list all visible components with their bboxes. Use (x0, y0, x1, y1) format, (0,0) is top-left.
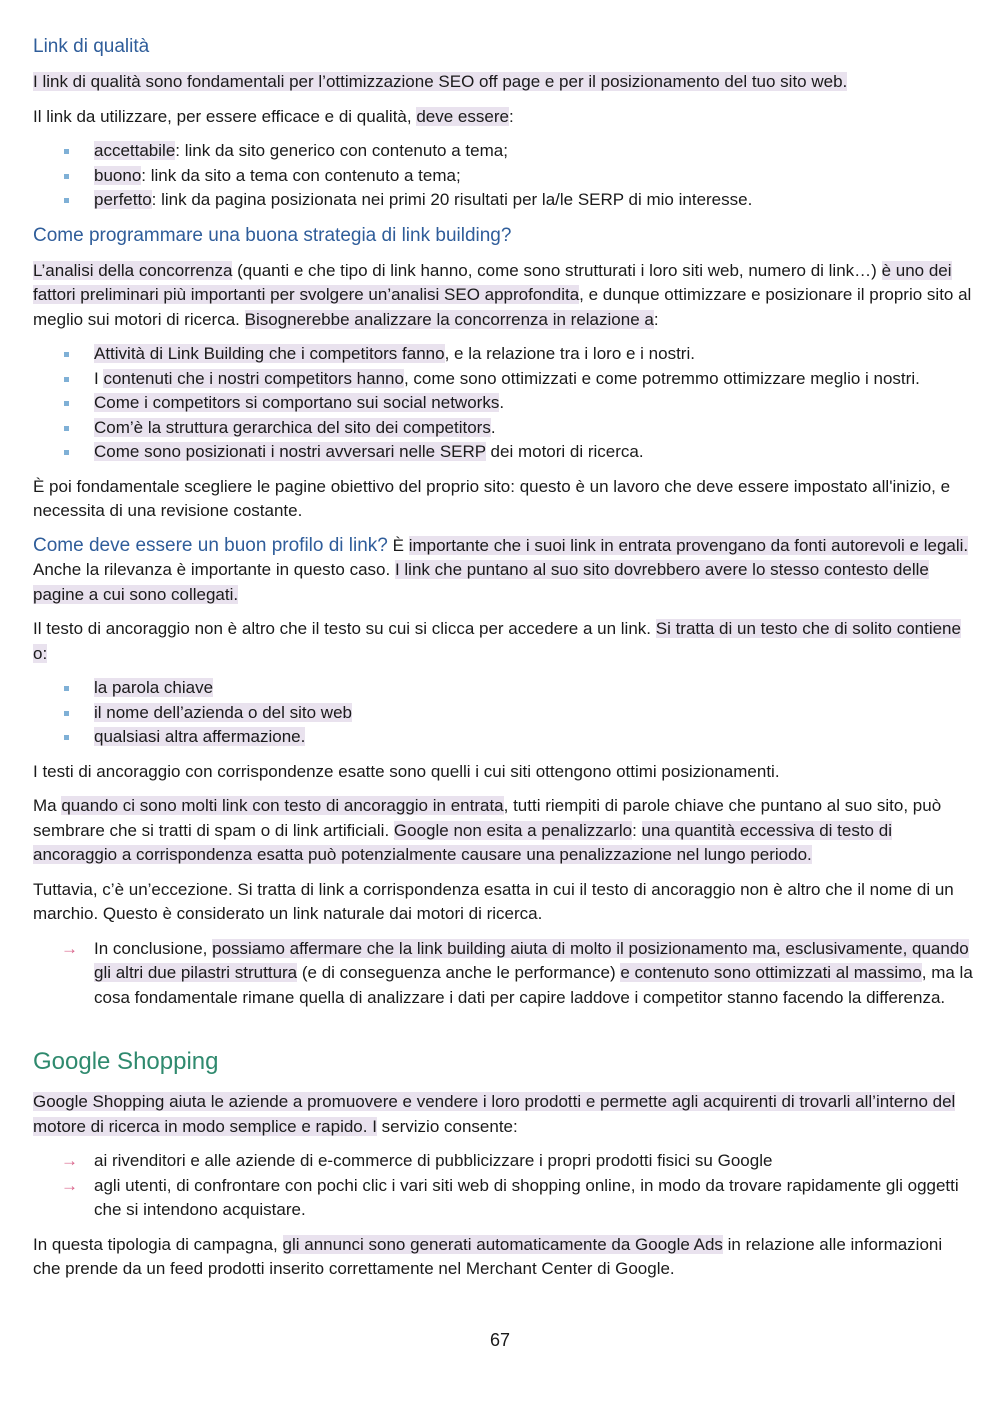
list-item (33, 391, 973, 416)
list-item (33, 188, 973, 213)
highlight: Google Shopping aiuta le aziende a promuovere e vendere i loro prodotti e permette agli acquirenti di trovarli all’interno del motore di ricerca in modo semplice e rapido. I (33, 1092, 956, 1136)
highlight: la parola chiave (94, 678, 214, 697)
list-item (33, 701, 973, 726)
text: , come sono ottimizzati e come potremmo ottimizzare meglio i nostri. (403, 368, 920, 388)
bullet-list (33, 342, 973, 465)
heading-google-shopping: Google Shopping (33, 1048, 219, 1075)
highlight: I link che puntano al suo sito dovrebbero avere lo stesso contesto delle pagine a cui sono collegati. (33, 560, 929, 604)
text: . (499, 393, 505, 412)
text: : link da sito generico con contenuto a tema; (175, 141, 508, 160)
list-item (33, 725, 973, 750)
list-item (33, 937, 973, 1011)
list-item (33, 676, 973, 701)
arrow-list (33, 1149, 973, 1223)
heading-buon-profilo-link: Come deve essere un buon profilo di link? (33, 534, 388, 556)
paragraph: I testi di ancoraggio con corrispondenze esatte sono quelli i cui siti ottengono ottimi posizionamenti. (33, 761, 780, 781)
highlight: è uno dei fattori preliminari più importanti per svolgere un’analisi SEO approfondita (33, 260, 952, 304)
text: in relazione alle informazioni che prende da un feed prodotti inserito correttamente nel Merchant Center di Google. (33, 1234, 943, 1278)
bullet-list (33, 139, 973, 213)
highlight: Google non esita a penalizzarlo (393, 820, 633, 840)
list-item (33, 1174, 973, 1223)
paragraph (33, 534, 973, 608)
paragraph (33, 259, 973, 333)
bullet-list (33, 676, 973, 750)
list-item (33, 416, 973, 441)
highlight: contenuti che i nostri competitors hanno (103, 368, 404, 388)
highlight: qualsiasi altra affermazione. (94, 727, 306, 746)
text: Il testo di ancoraggio non è altro che il testo su cui si clicca per accedere a un link. (33, 619, 656, 638)
paragraph: È poi fondamentale scegliere le pagine obiettivo del proprio sito: questo è un lavoro che deve essere impostato all'inizio, e necessita di una revisione costante. (33, 476, 951, 520)
list-item (33, 342, 973, 367)
page-content (33, 30, 973, 1292)
arrow-right-icon: → (61, 1151, 78, 1170)
highlight: I link di qualità sono fondamentali per l’ottimizzazione SEO off page e per il posizionamento del tuo sito web. (33, 72, 848, 91)
heading-strategia-link-building: Come programmare una buona strategia di link building? (33, 224, 512, 246)
list-item (33, 367, 973, 392)
highlight: e contenuto sono ottimizzati al massimo (620, 963, 922, 982)
paragraph (33, 1233, 973, 1282)
text: agli utenti, di confrontare con pochi clic i vari siti web di shopping online, in modo da trovare rapidamente gli oggetti che si intendono acquistare. (94, 1175, 959, 1219)
text: , tutti riempiti di parole chiave che puntano al suo sito, può sembrare che si tratti di spam o di link artificiali. (33, 796, 942, 840)
text: I (94, 368, 104, 388)
page-number: 67 (489, 1330, 511, 1350)
highlight: importante che i suoi link in entrata provengano da fonti autorevoli e legali. (408, 535, 969, 555)
arrow-list (33, 937, 973, 1011)
text: (e di conseguenza anche le performance) (297, 963, 621, 982)
heading-link-di-qualita: Link di qualità (33, 36, 150, 57)
highlight: perfetto (94, 190, 152, 209)
text: : (632, 820, 642, 840)
highlight: Si tratta di un testo che di solito contiene o: (33, 619, 961, 663)
text: In conclusione, (94, 938, 213, 958)
highlight: gli annunci sono generati automaticamente da Google Ads (282, 1234, 723, 1254)
paragraph (33, 70, 973, 95)
arrow-right-icon: → (61, 1175, 78, 1195)
highlight: quando ci sono molti link con testo di ancoraggio in entrata (61, 796, 504, 815)
text: (quanti e che tipo di link hanno, come sono strutturati i loro siti web, numero di link…) (232, 260, 882, 280)
highlight: possiamo affermare che la link building aiuta di molto il posizionamento ma, esclusivamente, quando gli altri due pilastri struttura (94, 938, 969, 982)
text: , ma la cosa fondamentale rimane quella di analizzare i dati per capire laddove i competitor stanno facendo la differenza. (94, 963, 973, 1007)
highlight: una quantità eccessiva di testo di ancoraggio a corrispondenza esatta può potenzialmente causare una penalizzazione nel lungo periodo. (33, 820, 892, 864)
highlight: Come i competitors si comportano sui social networks (94, 393, 500, 412)
paragraph (33, 105, 973, 130)
paragraph (33, 617, 973, 666)
highlight: deve essere (416, 106, 509, 126)
highlight: il nome dell’azienda o del sito web (94, 702, 352, 722)
text: dei motori di ricerca. (485, 442, 644, 461)
text: : link da pagina posizionata nei primi 20 risultati per la/le SERP di mio interesse. (151, 190, 753, 209)
highlight: buono (94, 165, 142, 185)
highlight: Com’è la struttura gerarchica del sito dei competitors (94, 417, 491, 437)
text: , e dunque ottimizzare e posizionare il proprio sito al meglio sui motori di ricerca. (33, 285, 972, 329)
highlight: Come sono posizionati i nostri avversari nelle SERP (94, 442, 486, 461)
text: Il link da utilizzare, per essere efficace e di qualità, (33, 106, 417, 126)
text: . (490, 417, 496, 437)
paragraph (33, 794, 973, 868)
text: ai rivenditori e alle aziende di e-commerce di pubblicizzare i propri prodotti fisici su Google (94, 1151, 773, 1170)
highlight: Bisognerebbe analizzare la concorrenza in relazione a (244, 309, 654, 329)
highlight: Attività di Link Building che i competitors fanno (94, 344, 445, 363)
highlight: accettabile (94, 141, 176, 160)
text: Ma (33, 796, 62, 815)
list-item (33, 440, 973, 465)
text: Anche la rilevanza è importante in questo caso. (33, 560, 395, 579)
text: È (387, 535, 409, 555)
list-item (33, 164, 973, 189)
text: : (508, 106, 514, 126)
text: servizio consente: (376, 1116, 518, 1136)
paragraph (33, 1090, 973, 1139)
arrow-right-icon: → (61, 938, 78, 958)
paragraph: Tuttavia, c’è un’eccezione. Si tratta di link a corrispondenza esatta in cui il testo di ancoraggio non è altro che il nome di un marchio. Questo è considerato un link naturale dai motori di ricerca. (33, 879, 954, 923)
text: : (653, 309, 659, 329)
text: In questa tipologia di campagna, (33, 1234, 283, 1254)
list-item (33, 139, 973, 164)
text: : link da sito a tema con contenuto a tema; (141, 165, 461, 185)
list-item (33, 1149, 973, 1174)
highlight: L’analisi della concorrenza (33, 260, 233, 280)
text: , e la relazione tra i loro e i nostri. (444, 344, 695, 363)
